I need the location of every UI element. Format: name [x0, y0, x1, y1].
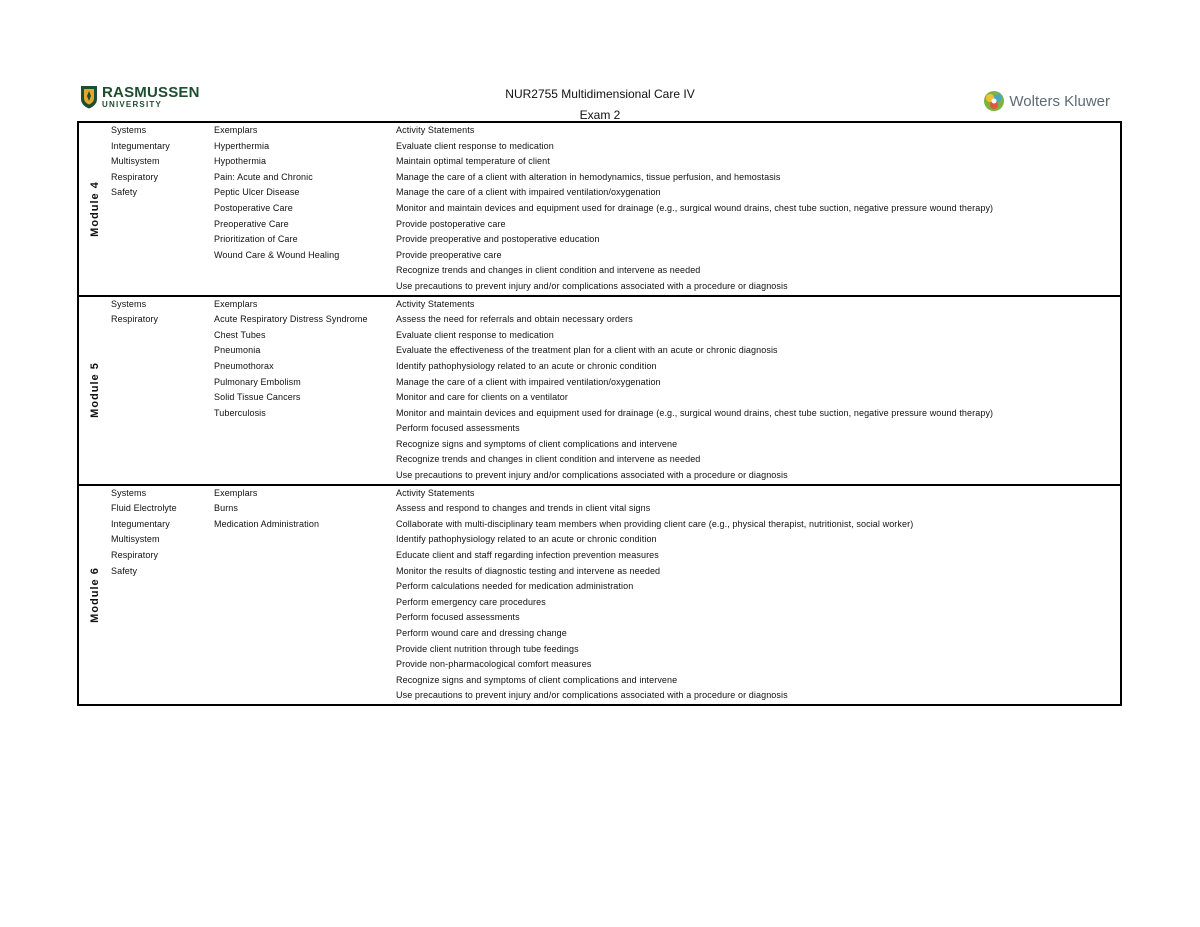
systems-cell: [111, 485, 214, 705]
systems-header: Systems: [111, 487, 147, 498]
module-label: Module 4: [89, 180, 101, 237]
activity-item: Use precautions to prevent injury and/or complications associated with a procedure or diagnosis: [396, 280, 788, 291]
systems-item: Multisystem: [111, 534, 160, 545]
exemplars-item: Prioritization of Care: [214, 234, 298, 245]
systems-item: Respiratory: [111, 171, 159, 182]
activity-item: Recognize signs and symptoms of client complications and intervene: [396, 674, 678, 685]
activity-item: Manage the care of a client with impaired ventilation/oxygenation: [396, 376, 661, 387]
systems-item: Respiratory: [111, 550, 159, 561]
systems-list: [111, 486, 214, 580]
wolters-kluwer-wordmark: Wolters Kluwer: [1009, 92, 1110, 110]
exemplars-item: Medication Administration: [214, 518, 320, 529]
activity-item: Identify pathophysiology related to an acute or chronic condition: [396, 534, 657, 545]
exemplars-item: Solid Tissue Cancers: [214, 392, 301, 403]
systems-item: Fluid Electrolyte: [111, 503, 177, 514]
module-label: Module 6: [89, 566, 101, 623]
activity-header: Activity Statements: [396, 298, 475, 309]
module-label-cell: [78, 296, 111, 485]
activity-list: [396, 486, 1120, 704]
activity-item: Evaluate the effectiveness of the treatment plan for a client with an acute or chronic diagnosis: [396, 345, 778, 356]
activity-list: [396, 297, 1120, 484]
exemplars-list: [214, 486, 396, 533]
systems-header: Systems: [111, 125, 147, 135]
activity-item: Evaluate client response to medication: [396, 140, 554, 151]
exemplars-header: Exemplars: [214, 487, 258, 498]
page-title: NUR2755 Multidimensional Care IV: [505, 87, 695, 101]
activity-item: Collaborate with multi-disciplinary team members when providing client care (e.g., physical therapist, nutritionist, social worker): [396, 518, 914, 529]
systems-item: Integumentary: [111, 518, 170, 529]
module-label: Module 5: [89, 362, 101, 418]
exemplars-item: Hyperthermia: [214, 140, 270, 151]
systems-item: Multisystem: [111, 156, 160, 167]
systems-header: Systems: [111, 298, 147, 309]
activity-header: Activity Statements: [396, 125, 475, 135]
activity-item: Monitor and maintain devices and equipment used for drainage (e.g., surgical wound drains, chest tube suction, negative pressure wound therapy): [396, 407, 994, 418]
wolters-kluwer-mark-icon: [983, 90, 1005, 112]
page-subtitle: Exam 2: [579, 108, 621, 122]
activity-item: Assess and respond to changes and trends in client vital signs: [396, 503, 651, 514]
exemplars-header: Exemplars: [214, 298, 258, 309]
exemplars-item: Chest Tubes: [214, 329, 266, 340]
exemplars-cell: [214, 485, 396, 705]
systems-item: Safety: [111, 565, 138, 576]
activity-item: Perform focused assessments: [396, 423, 520, 434]
activity-item: Assess the need for referrals and obtain necessary orders: [396, 314, 633, 325]
module-label-cell: [78, 485, 111, 705]
activity-item: Perform wound care and dressing change: [396, 628, 567, 638]
module-row: [78, 296, 1121, 485]
activity-item: Manage the care of a client with alteration in hemodynamics, tissue perfusion, and hemostasis: [396, 171, 781, 182]
activity-item: Use precautions to prevent injury and/or complications associated with a procedure or diagnosis: [396, 690, 788, 701]
exemplars-item: Preoperative Care: [214, 218, 289, 229]
activity-list: [396, 123, 1120, 295]
exemplars-cell: [214, 296, 396, 485]
exemplars-item: Pneumothorax: [214, 360, 274, 371]
module-label-cell: [78, 122, 111, 296]
systems-item: Integumentary: [111, 140, 170, 151]
activity-item: Maintain optimal temperature of client: [396, 156, 550, 167]
exemplars-item: Wound Care & Wound Healing: [214, 249, 340, 260]
activity-item: Perform focused assessments: [396, 612, 520, 623]
exemplars-cell: [214, 122, 396, 296]
exemplars-item: Pulmonary Embolism: [214, 376, 301, 387]
systems-list: [111, 123, 214, 201]
exemplars-item: Peptic Ulcer Disease: [214, 187, 300, 198]
activity-header: Activity Statements: [396, 487, 475, 498]
activity-cell: [396, 122, 1121, 296]
module-row: [78, 122, 1121, 296]
page-header: [78, 80, 1122, 120]
exemplars-item: Tuberculosis: [214, 407, 266, 418]
activity-item: Provide client nutrition through tube feedings: [396, 643, 579, 654]
modules-table: [77, 121, 1122, 706]
activity-item: Recognize trends and changes in client condition and intervene as needed: [396, 454, 701, 465]
exemplars-list: [214, 123, 396, 263]
exemplars-item: Pain: Acute and Chronic: [214, 171, 313, 182]
activity-cell: [396, 296, 1121, 485]
exemplars-item: Acute Respiratory Distress Syndrome: [214, 314, 368, 325]
module-row: [78, 485, 1121, 705]
activity-item: Recognize trends and changes in client condition and intervene as needed: [396, 265, 701, 276]
systems-item: Respiratory: [111, 314, 159, 325]
activity-item: Provide non-pharmacological comfort measures: [396, 659, 592, 670]
activity-cell: [396, 485, 1121, 705]
exemplars-item: Postoperative Care: [214, 202, 293, 213]
exemplars-item: Burns: [214, 503, 239, 514]
systems-item: Safety: [111, 187, 138, 198]
exemplars-item: Hypothermia: [214, 156, 267, 167]
activity-item: Monitor the results of diagnostic testing and intervene as needed: [396, 565, 661, 576]
activity-item: Perform calculations needed for medication administration: [396, 581, 634, 592]
rasmussen-wordmark: RASMUSSEN: [102, 84, 200, 101]
activity-item: Manage the care of a client with impaired ventilation/oxygenation: [396, 187, 661, 198]
activity-item: Identify pathophysiology related to an acute or chronic condition: [396, 360, 657, 371]
activity-item: Educate client and staff regarding infection prevention measures: [396, 550, 659, 561]
activity-item: Recognize signs and symptoms of client complications and intervene: [396, 438, 678, 449]
systems-cell: [111, 296, 214, 485]
exemplars-list: [214, 297, 396, 422]
exemplars-header: Exemplars: [214, 125, 258, 135]
exemplars-item: Pneumonia: [214, 345, 261, 356]
systems-list: [111, 297, 214, 328]
activity-item: Perform emergency care procedures: [396, 596, 546, 607]
activity-item: Evaluate client response to medication: [396, 329, 554, 340]
activity-item: Provide preoperative and postoperative education: [396, 234, 600, 245]
activity-item: Use precautions to prevent injury and/or complications associated with a procedure or diagnosis: [396, 470, 788, 481]
systems-cell: [111, 122, 214, 296]
activity-item: Provide postoperative care: [396, 218, 506, 229]
university-wordmark: UNIVERSITY: [102, 100, 163, 109]
activity-item: Monitor and care for clients on a ventilator: [396, 392, 568, 403]
wolters-kluwer-logo: [983, 90, 1110, 112]
activity-item: Provide preoperative care: [396, 249, 502, 260]
activity-item: Monitor and maintain devices and equipment used for drainage (e.g., surgical wound drains, chest tube suction, negative pressure wound therapy): [396, 202, 994, 213]
